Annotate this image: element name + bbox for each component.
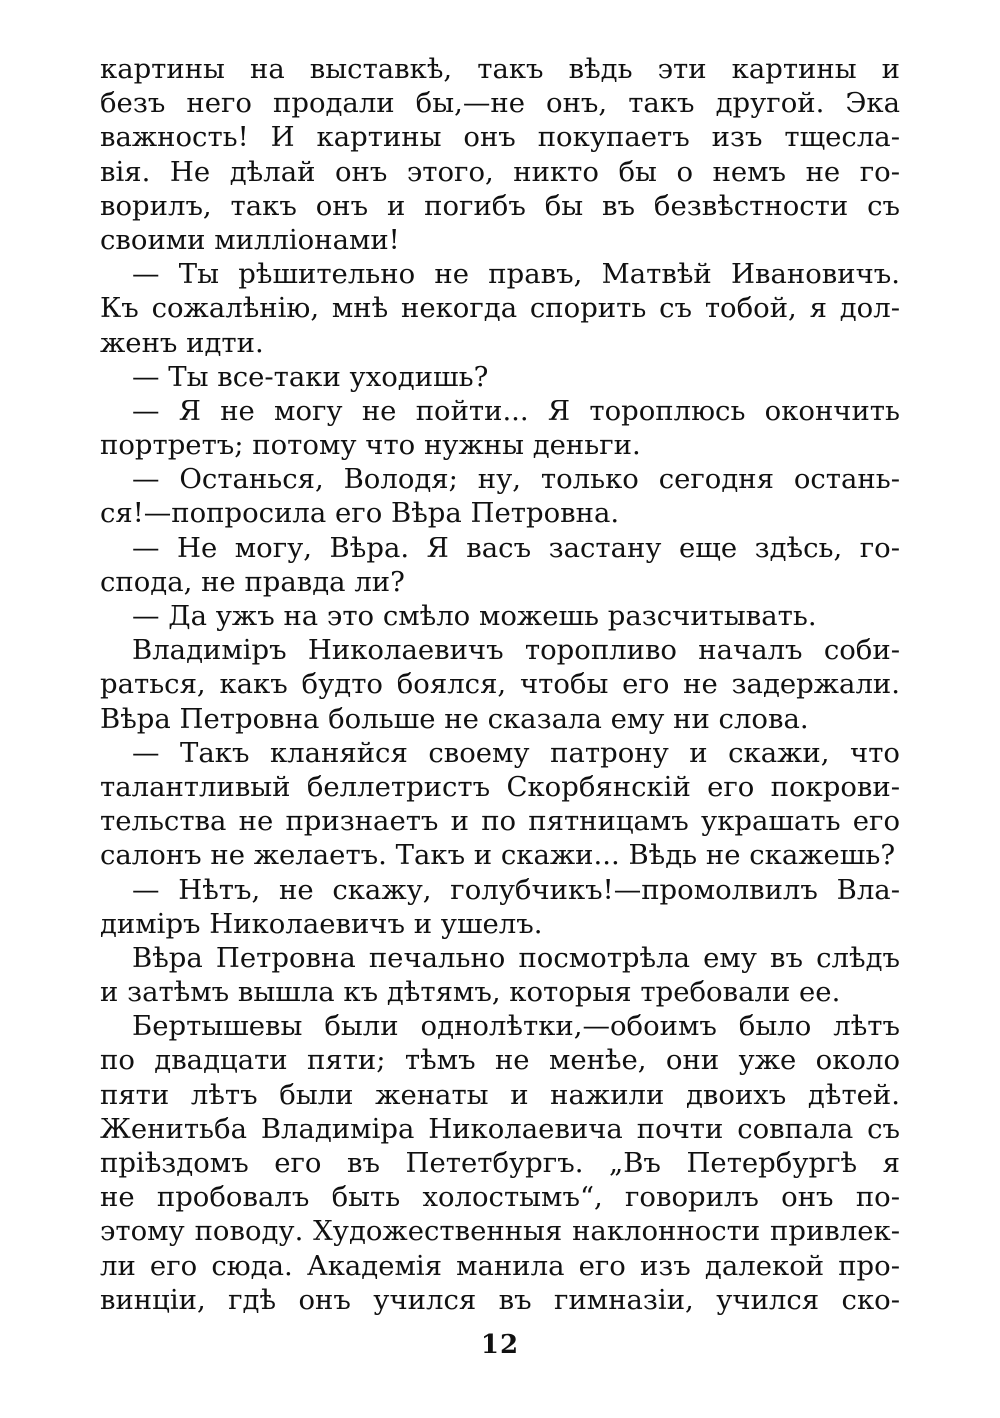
text-line: ворилъ, такъ онъ и погибъ бы въ безвѣстности съ [100,189,900,222]
text-line: женъ идти. [100,326,264,359]
text-line: — Я не могу не пойти... Я тороплюсь окончить [132,394,900,427]
text-line: раться, какъ будто боялся, чтобы его не задержали. [100,668,900,701]
text-line: талантливый беллетристъ Скорбянскій его покрови- [100,770,900,803]
text-line: по двадцати пяти; тѣмъ не менѣе, они уже около [100,1044,900,1077]
text-line: картины на выставкѣ, такъ вѣдь эти картины и [100,53,900,85]
text-line: Бертышевы были однолѣтки,—обоимъ было лѣтъ [132,1010,900,1043]
text-line: пяти лѣтъ были женаты и нажили двоихъ дѣтей. [100,1078,900,1111]
text-line: спода, не правда ли? [100,565,405,598]
text-line: вія. Не дѣлай онъ этого, никто бы о немъ не го- [100,155,900,188]
page-number: 12 [480,1330,520,1360]
text-line: своими милліонами! [100,223,400,256]
text-line: салонъ не желаетъ. Такъ и скажи... Вѣдь не скажешь? [100,839,896,872]
text-line: портретъ; потому что нужны деньги. [100,429,641,462]
text-line: тельства не признаетъ и по пятницамъ украшать его [100,805,900,838]
text-line: не пробовалъ быть холостымъ“, говорилъ онъ по- [100,1181,900,1214]
body-text [100,52,900,1317]
text-line: важность! И картины онъ покупаетъ изъ тщесла- [100,121,900,154]
text-line: — Ты все-таки уходишь? [132,360,489,393]
text-line: пріѣздомъ его въ Пететбургъ. „Въ Петербургѣ я [100,1147,900,1179]
text-line: — Ты рѣшительно не правъ, Матвѣй Ивановичъ. [132,258,900,291]
text-line: безъ него продали бы,—не онъ, такъ другой. Эка [100,87,900,120]
text-line: и затѣмъ вышла къ дѣтямъ, которыя требовали ее. [100,976,841,1009]
text-line: — Останься, Володя; ну, только сегодня остань- [132,463,900,496]
text-line: — Такъ кланяйся своему патрону и скажи, что [132,736,900,769]
text-line: ся!—попросила его Вѣра Петровна. [100,497,620,530]
text-line: Женитьба Владиміра Николаевича почти совпала съ [100,1112,900,1145]
text-line: этому поводу. Художественныя наклонности привлек- [100,1215,900,1248]
text-line: — Да ужъ на это смѣло можешь разсчитывать. [132,600,817,632]
text-line: Вѣра Петровна больше не сказала ему ни слова. [100,702,809,735]
text-line: диміръ Николаевичъ и ушелъ. [100,907,543,940]
text-line: — Нѣтъ, не скажу, голубчикъ!—промолвилъ Вла- [132,873,900,906]
text-line: — Не могу, Вѣра. Я васъ застану еще здѣсь, го- [132,531,900,564]
text-line: винціи, гдѣ онъ учился въ гимназіи, учился ско- [100,1283,900,1316]
text-line: Вѣра Петровна печально посмотрѣла ему въ слѣдъ [132,941,900,974]
text-line: Владиміръ Николаевичъ торопливо началъ соби- [132,634,900,667]
text-line: Къ сожалѣнію, мнѣ некогда спорить съ тобой, я дол- [100,292,900,325]
text-line: ли его сюда. Академія манила его изъ далекой про- [100,1249,900,1282]
